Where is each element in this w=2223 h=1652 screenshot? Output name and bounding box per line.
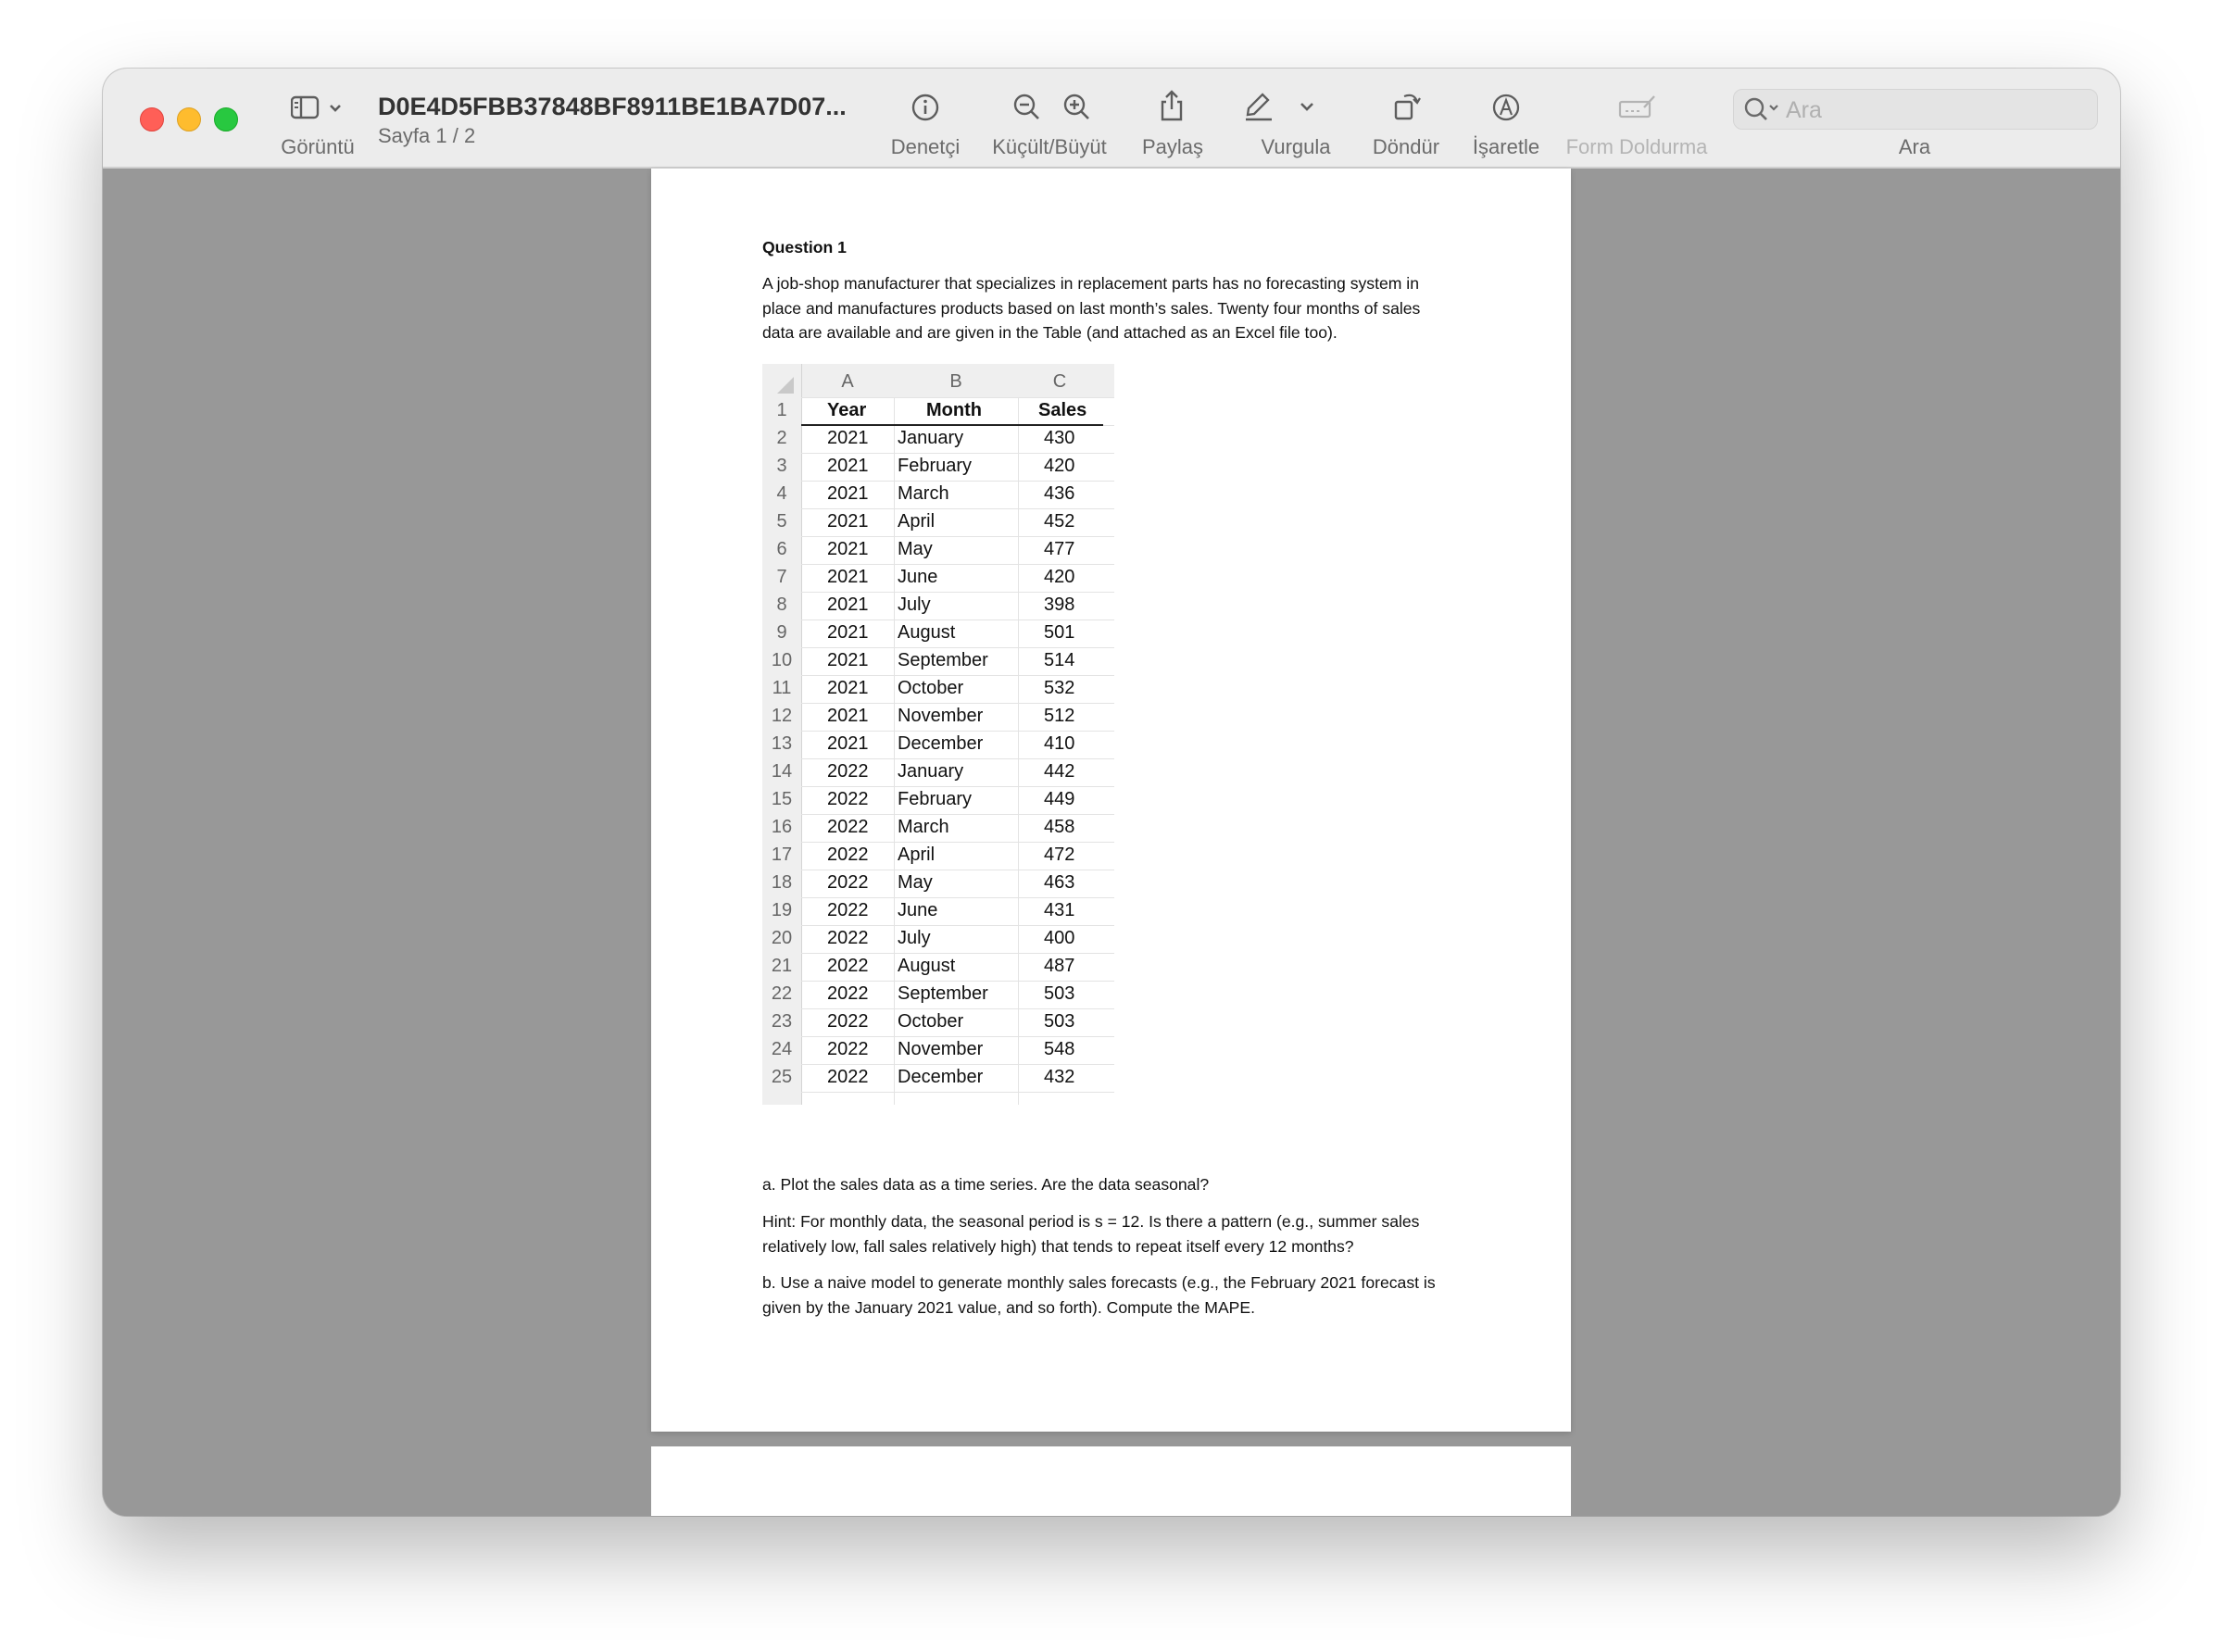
table-cell-year: 2022	[827, 1039, 869, 1059]
share-icon[interactable]	[1158, 89, 1186, 127]
row-number: 10	[771, 650, 793, 670]
intro-line-2: place and manufactures products based on last month’s sales. Twenty four months of sales	[762, 298, 1421, 318]
grid-row-line	[801, 925, 1114, 926]
table-cell-year: 2022	[827, 1011, 869, 1032]
select-all-corner	[777, 377, 794, 394]
table-cell-month: May	[898, 539, 933, 559]
row-number: 5	[776, 511, 787, 532]
column-letter-c: C	[1052, 371, 1067, 392]
row-number: 14	[771, 761, 793, 782]
row-number: 8	[776, 594, 787, 615]
row-number: 7	[776, 567, 787, 587]
grid-column-line	[1018, 397, 1019, 1105]
search-icon	[1743, 95, 1782, 128]
form-fill-label: Form Doldurma	[1565, 135, 1708, 158]
table-cell-year: 2021	[827, 678, 869, 698]
row-number: 22	[771, 983, 793, 1004]
table-cell-month: October	[898, 678, 964, 698]
pdf-page-1	[651, 169, 1571, 1432]
grid-row-line	[801, 536, 1114, 537]
grid-row-line	[801, 758, 1114, 759]
highlighter-icon[interactable]	[1242, 91, 1275, 127]
document-viewport[interactable]	[103, 169, 2120, 1516]
rotate-label: Döndür	[1372, 135, 1440, 158]
table-cell-sales: 398	[1044, 594, 1075, 615]
grid-row-line	[801, 508, 1114, 509]
part-b-line-1: b. Use a naive model to generate monthly sales forecasts (e.g., the February 2021 forecast is	[762, 1273, 1436, 1292]
toolbar	[103, 69, 2120, 169]
table-cell-month: October	[898, 1011, 964, 1032]
table-cell-year: 2022	[827, 983, 869, 1004]
table-cell-month: August	[898, 622, 956, 643]
table-cell-year: 2021	[827, 539, 869, 559]
table-cell-sales: 431	[1044, 900, 1075, 920]
column-letter-b: B	[949, 371, 962, 392]
intro-line-3: data are available and are given in the Table (and attached as an Excel file too).	[762, 323, 1338, 342]
question-title: Question 1	[762, 238, 847, 257]
rotate-icon[interactable]	[1392, 89, 1424, 127]
header-sales: Sales	[1038, 400, 1087, 420]
row-number: 13	[771, 733, 793, 754]
row-number: 12	[771, 706, 793, 726]
table-cell-sales: 432	[1044, 1067, 1075, 1087]
grid-row-line	[801, 564, 1114, 565]
row-number: 2	[776, 428, 787, 448]
table-cell-sales: 400	[1044, 928, 1075, 948]
table-cell-month: November	[898, 706, 984, 726]
table-cell-month: April	[898, 845, 936, 865]
grid-row-line	[801, 842, 1114, 843]
table-cell-year: 2022	[827, 928, 869, 948]
grid-row-line	[801, 647, 1114, 648]
table-cell-month: March	[898, 483, 949, 504]
table-cell-year: 2022	[827, 845, 869, 865]
table-cell-year: 2022	[827, 761, 869, 782]
table-cell-year: 2021	[827, 428, 869, 448]
highlight-options-chevron-icon[interactable]	[1298, 100, 1316, 118]
minimize-button[interactable]	[177, 107, 201, 131]
row-number: 18	[771, 872, 793, 893]
grid-row-line	[801, 1036, 1114, 1037]
table-cell-sales: 458	[1044, 817, 1075, 837]
form-fill-icon	[1618, 93, 1657, 125]
pdf-page-2	[651, 1446, 1571, 1516]
sidebar-icon[interactable]	[291, 94, 346, 127]
grid-row-line	[801, 1092, 1114, 1093]
table-cell-month: January	[898, 761, 964, 782]
row-number: 3	[776, 456, 787, 476]
table-cell-year: 2021	[827, 650, 869, 670]
view-label: Görüntü	[281, 135, 355, 158]
table-cell-month: December	[898, 733, 984, 754]
header-month: Month	[926, 400, 982, 420]
hint-line-1: Hint: For monthly data, the seasonal period is s = 12. Is there a pattern (e.g., summer sales	[762, 1212, 1420, 1231]
markup-label: İşaretle	[1472, 135, 1540, 158]
table-cell-sales: 477	[1044, 539, 1075, 559]
table-cell-sales: 452	[1044, 511, 1075, 532]
row-number: 16	[771, 817, 793, 837]
table-cell-year: 2022	[827, 789, 869, 809]
table-cell-sales: 410	[1044, 733, 1075, 754]
table-cell-year: 2021	[827, 567, 869, 587]
table-cell-sales: 420	[1044, 456, 1075, 476]
row-number: 19	[771, 900, 793, 920]
grid-row-line	[801, 981, 1114, 982]
table-cell-month: June	[898, 900, 938, 920]
highlight-label: Vurgula	[1261, 135, 1331, 158]
grid-row-line	[801, 481, 1114, 482]
table-cell-sales: 532	[1044, 678, 1075, 698]
part-b-line-2: given by the January 2021 value, and so forth). Compute the MAPE.	[762, 1297, 1256, 1317]
grid-row-line	[801, 675, 1114, 676]
document-title: D0E4D5FBB37848BF8911BE1BA7D07...	[378, 93, 847, 120]
table-cell-sales: 548	[1044, 1039, 1075, 1059]
zoom-in-icon[interactable]	[1062, 93, 1092, 127]
table-cell-month: September	[898, 983, 988, 1004]
table-cell-month: September	[898, 650, 988, 670]
grid-row-line	[801, 731, 1114, 732]
table-cell-month: December	[898, 1067, 984, 1087]
grid-row-line	[801, 786, 1114, 787]
close-button[interactable]	[140, 107, 164, 131]
table-cell-year: 2021	[827, 511, 869, 532]
table-cell-month: November	[898, 1039, 984, 1059]
table-cell-sales: 442	[1044, 761, 1075, 782]
table-cell-sales: 463	[1044, 872, 1075, 893]
table-cell-sales: 430	[1044, 428, 1075, 448]
row-number: 24	[771, 1039, 793, 1059]
grid-row-line	[801, 1008, 1114, 1009]
search-label: Ara	[1898, 135, 1931, 158]
grid-row-line	[801, 397, 1114, 398]
table-cell-month: February	[898, 456, 973, 476]
header-underline	[801, 424, 1103, 426]
table-cell-month: July	[898, 594, 931, 615]
row-number: 4	[776, 483, 787, 504]
row-number: 20	[771, 928, 793, 948]
table-cell-year: 2022	[827, 956, 869, 976]
intro-line-1: A job-shop manufacturer that specializes in replacement parts has no forecasting system in	[762, 274, 1419, 293]
table-cell-sales: 487	[1044, 956, 1075, 976]
table-cell-year: 2021	[827, 456, 869, 476]
row-number: 11	[772, 678, 792, 698]
table-cell-year: 2021	[827, 733, 869, 754]
grid-row-line	[801, 814, 1114, 815]
table-cell-month: July	[898, 928, 931, 948]
hint-line-2: relatively low, fall sales relatively high) that tends to repeat itself every 12 months?	[762, 1236, 1354, 1256]
row-number: 6	[776, 539, 787, 559]
row-number: 23	[771, 1011, 793, 1032]
grid-column-line	[894, 397, 895, 1105]
table-cell-month: March	[898, 817, 949, 837]
grid-row-line	[801, 703, 1114, 704]
table-cell-year: 2021	[827, 483, 869, 504]
search-field[interactable]	[1733, 89, 2098, 130]
table-cell-sales: 472	[1044, 845, 1075, 865]
row-number: 21	[771, 956, 793, 976]
column-letter-a: A	[841, 371, 854, 392]
row-number: 25	[771, 1067, 793, 1087]
table-cell-sales: 503	[1044, 1011, 1075, 1032]
table-cell-sales: 503	[1044, 983, 1075, 1004]
grid-row-line	[801, 592, 1114, 593]
table-cell-sales: 501	[1044, 622, 1075, 643]
spreadsheet-image	[762, 364, 1114, 1105]
grid-row-line	[801, 453, 1114, 454]
grid-row-line	[801, 1064, 1114, 1065]
table-cell-month: May	[898, 872, 933, 893]
grid-row-line	[801, 897, 1114, 898]
row-number: 17	[771, 845, 793, 865]
table-cell-year: 2022	[827, 1067, 869, 1087]
table-cell-year: 2021	[827, 594, 869, 615]
table-cell-sales: 512	[1044, 706, 1075, 726]
inspector-label: Denetçi	[890, 135, 961, 158]
table-cell-sales: 449	[1044, 789, 1075, 809]
fullscreen-button[interactable]	[214, 107, 238, 131]
table-cell-year: 2021	[827, 622, 869, 643]
share-label: Paylaş	[1141, 135, 1204, 158]
table-cell-month: January	[898, 428, 964, 448]
info-icon[interactable]	[911, 93, 940, 127]
row-number: 15	[771, 789, 793, 809]
grid-row-line	[801, 953, 1114, 954]
table-cell-sales: 436	[1044, 483, 1075, 504]
page-indicator: Sayfa 1 / 2	[378, 124, 476, 147]
part-a-text: a. Plot the sales data as a time series. Are the data seasonal?	[762, 1175, 1210, 1194]
table-cell-month: February	[898, 789, 973, 809]
row-number: 1	[776, 400, 787, 420]
table-cell-year: 2022	[827, 900, 869, 920]
row-number: 9	[776, 622, 787, 643]
markup-icon[interactable]	[1490, 92, 1522, 128]
zoom-label: Küçült/Büyüt	[992, 135, 1107, 158]
table-cell-sales: 420	[1044, 567, 1075, 587]
table-cell-year: 2021	[827, 706, 869, 726]
zoom-out-icon[interactable]	[1012, 93, 1042, 127]
table-cell-year: 2022	[827, 817, 869, 837]
header-year: Year	[827, 400, 867, 420]
table-cell-month: April	[898, 511, 936, 532]
table-cell-month: August	[898, 956, 956, 976]
table-cell-sales: 514	[1044, 650, 1075, 670]
preview-window	[103, 69, 2120, 1516]
search-placeholder: Ara	[1786, 97, 1822, 123]
table-cell-month: June	[898, 567, 938, 587]
table-cell-year: 2022	[827, 872, 869, 893]
